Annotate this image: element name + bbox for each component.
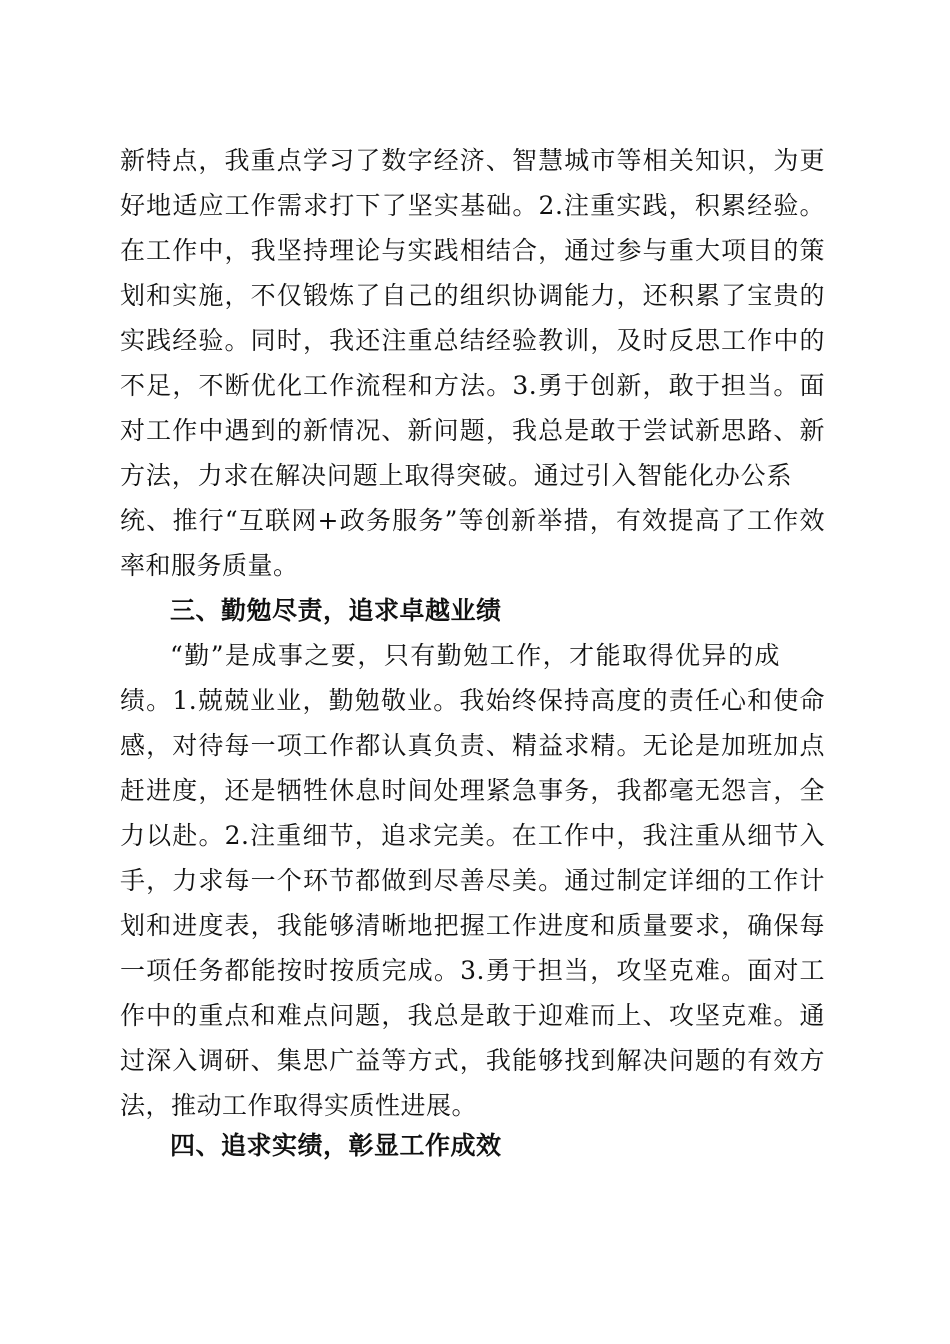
paragraph-line: 不足，不断优化工作流程和方法。3.勇于创新，敢于担当。面 xyxy=(120,371,825,400)
paragraph-line: 好地适应工作需求打下了坚实基础。2.注重实践，积累经验。 xyxy=(120,191,825,220)
paragraph-line: 力以赴。2.注重细节，追求完美。在工作中，我注重从细节入 xyxy=(120,821,825,850)
section-heading-4: 四、追求实绩，彰显工作成效 xyxy=(170,1131,502,1160)
paragraph-line: 感，对待每一项工作都认真负责、精益求精。无论是加班加点 xyxy=(120,731,825,760)
paragraph-line: 作中的重点和难点问题，我总是敢于迎难而上、攻坚克难。通 xyxy=(120,1001,825,1030)
paragraph-line: 新特点，我重点学习了数字经济、智慧城市等相关知识，为更 xyxy=(120,146,825,175)
paragraph-line: 在工作中，我坚持理论与实践相结合，通过参与重大项目的策 xyxy=(120,236,825,265)
paragraph-line: 率和服务质量。 xyxy=(120,551,299,580)
paragraph-line: 实践经验。同时，我还注重总结经验教训，及时反思工作中的 xyxy=(120,326,825,355)
paragraph-line: 划和进度表，我能够清晰地把握工作进度和质量要求，确保每 xyxy=(120,911,825,940)
paragraph-line: 一项任务都能按时按质完成。3.勇于担当，攻坚克难。面对工 xyxy=(120,956,825,985)
paragraph-line: 赶进度，还是牺牲休息时间处理紧急事务，我都毫无怨言，全 xyxy=(120,776,825,805)
paragraph-line: 法，推动工作取得实质性进展。 xyxy=(120,1091,478,1120)
paragraph-line: “勤”是成事之要，只有勤勉工作，才能取得优异的成 xyxy=(170,641,780,670)
paragraph-line: 方法，力求在解决问题上取得突破。通过引入智能化办公系 xyxy=(120,461,792,490)
paragraph-line: 绩。1.兢兢业业，勤勉敬业。我始终保持高度的责任心和使命 xyxy=(120,686,825,715)
paragraph-line: 过深入调研、集思广益等方式，我能够找到解决问题的有效方 xyxy=(120,1046,825,1075)
paragraph-line: 对工作中遇到的新情况、新问题，我总是敢于尝试新思路、新 xyxy=(120,416,825,445)
paragraph-line: 统、推行“互联网+政务服务”等创新举措，有效提高了工作效 xyxy=(120,506,825,535)
paragraph-line: 划和实施，不仅锻炼了自己的组织协调能力，还积累了宝贵的 xyxy=(120,281,825,310)
section-heading-3: 三、勤勉尽责，追求卓越业绩 xyxy=(170,596,502,625)
paragraph-line: 手，力求每一个环节都做到尽善尽美。通过制定详细的工作计 xyxy=(120,866,825,895)
